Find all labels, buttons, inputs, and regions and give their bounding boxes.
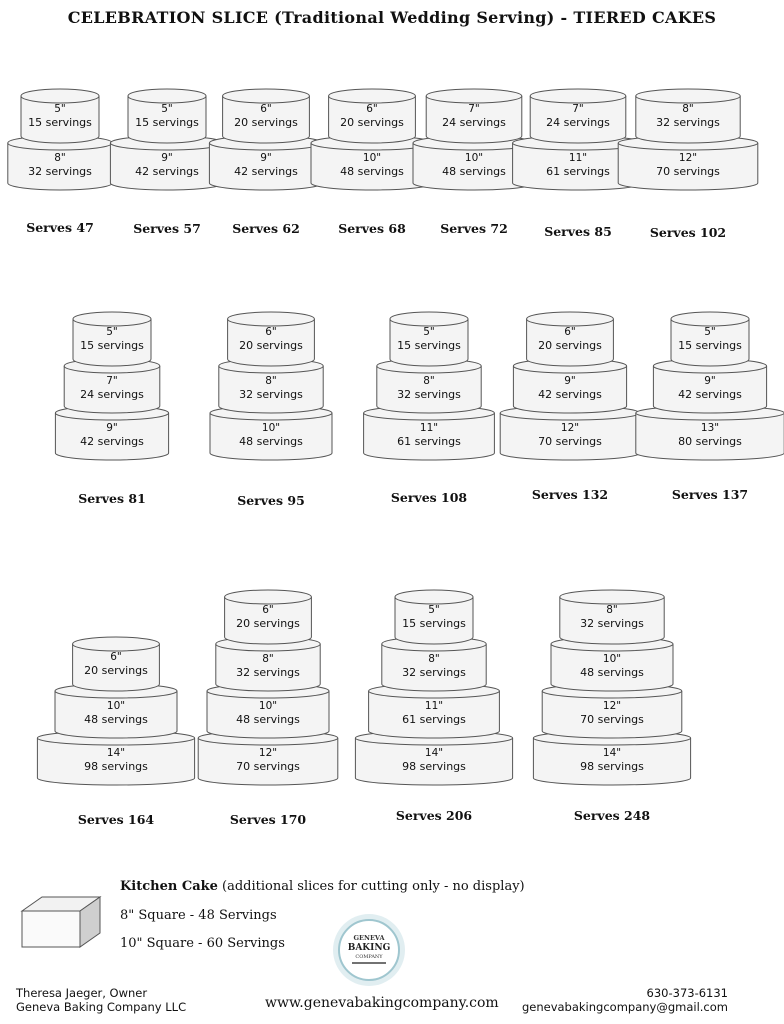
cake-tier: [395, 590, 473, 644]
footer-owner-block: [16, 986, 186, 1014]
cake-diagram: [110, 89, 223, 236]
cake-tier: [207, 684, 329, 738]
logo-line1: GENEVA: [353, 934, 385, 942]
tier-servings-label: 24 servings: [80, 388, 144, 401]
email-link[interactable]: genevabakingcompany@gmail.com: [521, 1000, 728, 1014]
phone-number: 630-373-6131: [646, 986, 728, 1000]
cake-tier: [216, 637, 320, 691]
cake-tier: [426, 89, 522, 143]
tier-size-label: 5": [106, 326, 118, 338]
tier-top: [530, 89, 626, 103]
tier-size-label: 12": [602, 700, 622, 712]
tier-servings-label: 32 servings: [402, 666, 466, 679]
serves-label: Serves 102: [649, 225, 727, 240]
cake-tier: [355, 731, 512, 785]
tier-servings-label: 80 servings: [678, 435, 742, 448]
tier-size-label: 5": [428, 604, 440, 616]
cake-tier: [560, 590, 664, 644]
tier-top: [223, 89, 310, 103]
tier-servings-label: 32 servings: [580, 617, 644, 630]
serves-label: Serves 81: [78, 491, 146, 506]
tier-size-label: 7": [572, 103, 584, 115]
tier-size-label: 10": [261, 422, 281, 434]
tier-size-label: 12": [678, 152, 698, 164]
cake-tier: [198, 731, 338, 785]
tier-size-label: 5": [423, 326, 435, 338]
tier-servings-label: 20 servings: [538, 339, 602, 352]
geneva-baking-logo: [332, 913, 406, 987]
tier-servings-label: 48 servings: [442, 165, 506, 178]
tier-servings-label: 32 servings: [236, 666, 300, 679]
cake-diagram: [55, 312, 168, 506]
owner-name: Theresa Jaeger, Owner: [16, 986, 148, 1000]
tier-size-label: 6": [110, 651, 122, 663]
tier-servings-label: 24 servings: [442, 116, 506, 129]
kitchen-cake-title: Kitchen Cake: [120, 879, 218, 894]
tier-servings-label: 15 servings: [80, 339, 144, 352]
kitchen-cake-8-square: 8" Square - 48 Servings: [120, 908, 277, 923]
cake-tier: [530, 89, 626, 143]
tier-top: [228, 312, 315, 326]
cake-tier: [636, 406, 784, 460]
tier-servings-label: 70 servings: [538, 435, 602, 448]
cake-tier: [209, 136, 322, 190]
cake-tier: [390, 312, 468, 366]
tier-servings-label: 20 servings: [340, 116, 404, 129]
tier-servings-label: 61 servings: [397, 435, 461, 448]
tier-size-label: 14": [602, 747, 622, 759]
serves-label: Serves 206: [395, 808, 473, 823]
tier-top: [390, 312, 468, 326]
tier-servings-label: 42 servings: [135, 165, 199, 178]
tier-size-label: 10": [258, 700, 278, 712]
cake-tier: [21, 89, 99, 143]
tier-size-label: 12": [258, 747, 278, 759]
tier-size-label: 8": [423, 375, 435, 387]
tier-size-label: 6": [265, 326, 277, 338]
cake-tier: [225, 590, 312, 644]
tier-size-label: 10": [106, 700, 126, 712]
cake-tier: [329, 89, 416, 143]
tier-top: [671, 312, 749, 326]
cake-tier: [219, 359, 323, 413]
tier-servings-label: 15 servings: [135, 116, 199, 129]
logo-line2: BAKING: [347, 943, 391, 953]
cake-tier: [210, 406, 332, 460]
tier-servings-label: 48 servings: [236, 713, 300, 726]
serves-label: Serves 132: [531, 487, 609, 502]
cake-diagram: [8, 89, 112, 235]
serves-label: Serves 62: [232, 221, 300, 236]
cake-tier: [551, 637, 673, 691]
tier-size-label: 12": [560, 422, 580, 434]
cake-diagram: [209, 89, 322, 236]
tier-size-label: 10": [362, 152, 382, 164]
tier-servings-label: 98 servings: [402, 760, 466, 773]
tier-size-label: 6": [262, 604, 274, 616]
tier-size-label: 8": [428, 653, 440, 665]
tier-top: [560, 590, 664, 604]
cake-tier: [55, 684, 177, 738]
tier-servings-label: 42 servings: [678, 388, 742, 401]
tier-servings-label: 48 servings: [340, 165, 404, 178]
tier-size-label: 9": [260, 152, 272, 164]
tier-top: [225, 590, 312, 604]
cake-tier: [542, 684, 682, 738]
tier-size-label: 10": [602, 653, 622, 665]
serves-label: Serves 47: [26, 220, 94, 235]
cake-tier: [636, 89, 740, 143]
cake-tier: [73, 637, 160, 691]
cake-tier: [533, 731, 690, 785]
serves-label: Serves 170: [229, 812, 307, 827]
serves-label: Serves 68: [338, 221, 406, 236]
tier-servings-label: 32 servings: [239, 388, 303, 401]
logo-line3: COMPANY: [355, 954, 383, 960]
cake-tier: [223, 89, 310, 143]
kitchen-cake-10-square: 10" Square - 60 Servings: [120, 936, 285, 951]
cake-tier: [64, 359, 160, 413]
cake-tier: [653, 359, 766, 413]
tier-servings-label: 42 servings: [234, 165, 298, 178]
tier-servings-label: 61 servings: [546, 165, 610, 178]
tier-size-label: 8": [262, 653, 274, 665]
tier-servings-label: 61 servings: [402, 713, 466, 726]
tier-size-label: 8": [265, 375, 277, 387]
tier-servings-label: 24 servings: [546, 116, 610, 129]
tier-servings-label: 32 servings: [28, 165, 92, 178]
tier-servings-label: 20 servings: [239, 339, 303, 352]
cake-tier: [364, 406, 495, 460]
tier-top: [329, 89, 416, 103]
tier-servings-label: 70 servings: [656, 165, 720, 178]
tier-size-label: 14": [424, 747, 444, 759]
cake-tier: [37, 731, 194, 785]
tier-size-label: 7": [106, 375, 118, 387]
serves-label: Serves 137: [671, 487, 749, 502]
serves-label: Serves 85: [544, 224, 612, 239]
serves-label: Serves 108: [390, 490, 468, 505]
tier-size-label: 6": [564, 326, 576, 338]
tier-servings-label: 70 servings: [236, 760, 300, 773]
tier-servings-label: 70 servings: [580, 713, 644, 726]
tier-servings-label: 48 servings: [580, 666, 644, 679]
tier-servings-label: 42 servings: [538, 388, 602, 401]
kitchen-cake-note: (additional slices for cutting only - no display): [217, 879, 525, 894]
cake-diagram: [198, 590, 338, 827]
cake-diagram: [500, 312, 640, 502]
cake-tier: [382, 637, 486, 691]
company-name: Geneva Baking Company LLC: [16, 1000, 187, 1014]
tier-size-label: 8": [682, 103, 694, 115]
serves-label: Serves 72: [440, 221, 508, 236]
cake-tier: [618, 136, 758, 190]
tier-size-label: 7": [468, 103, 480, 115]
tier-top: [426, 89, 522, 103]
cake-diagram: [37, 637, 194, 827]
tier-size-label: 9": [704, 375, 716, 387]
tier-servings-label: 15 servings: [402, 617, 466, 630]
cake-tier: [671, 312, 749, 366]
tier-top: [73, 312, 151, 326]
tier-servings-label: 42 servings: [80, 435, 144, 448]
tier-size-label: 9": [564, 375, 576, 387]
serves-label: Serves 95: [237, 493, 305, 508]
tier-top: [527, 312, 614, 326]
tier-size-label: 8": [606, 604, 618, 616]
tier-servings-label: 20 servings: [236, 617, 300, 630]
serves-label: Serves 57: [133, 221, 201, 236]
tier-servings-label: 48 servings: [84, 713, 148, 726]
tier-size-label: 6": [260, 103, 272, 115]
cake-diagram: [636, 312, 784, 502]
cake-tier: [110, 136, 223, 190]
tier-size-label: 5": [161, 103, 173, 115]
cake-tier: [55, 406, 168, 460]
tier-size-label: 11": [419, 422, 439, 434]
tier-size-label: 11": [424, 700, 444, 712]
tier-size-label: 5": [704, 326, 716, 338]
tier-servings-label: 15 servings: [397, 339, 461, 352]
cake-tier: [369, 684, 500, 738]
tier-top: [128, 89, 206, 103]
cake-diagram: [533, 590, 690, 823]
tier-size-label: 14": [106, 747, 126, 759]
serves-label: Serves 164: [77, 812, 155, 827]
cake-tier: [500, 406, 640, 460]
tier-top: [395, 590, 473, 604]
cake-diagram: [210, 312, 332, 508]
tier-top: [21, 89, 99, 103]
footer-contact-block: [522, 986, 728, 1014]
tier-size-label: 11": [568, 152, 588, 164]
tier-size-label: 5": [54, 103, 66, 115]
tier-servings-label: 98 servings: [84, 760, 148, 773]
tier-servings-label: 48 servings: [239, 435, 303, 448]
tier-servings-label: 98 servings: [580, 760, 644, 773]
serves-label: Serves 248: [573, 808, 651, 823]
tier-size-label: 10": [464, 152, 484, 164]
cake-diagram: [364, 312, 495, 505]
tier-size-label: 9": [106, 422, 118, 434]
cake-tier: [228, 312, 315, 366]
tier-size-label: 13": [700, 422, 720, 434]
cake-tier: [527, 312, 614, 366]
tier-size-label: 9": [161, 152, 173, 164]
cake-tier: [128, 89, 206, 143]
tier-servings-label: 15 servings: [28, 116, 92, 129]
tier-servings-label: 15 servings: [678, 339, 742, 352]
tier-servings-label: 20 servings: [84, 664, 148, 677]
tier-servings-label: 32 servings: [397, 388, 461, 401]
kitchen-cake-box-icon: [18, 893, 104, 949]
cake-tier: [377, 359, 481, 413]
cake-tier: [8, 136, 112, 190]
page-title: CELEBRATION SLICE (Traditional Wedding Serving) - TIERED CAKES: [67, 8, 717, 27]
kitchen-cake-heading: [120, 879, 525, 894]
cake-diagram: [355, 590, 512, 823]
tier-size-label: 6": [366, 103, 378, 115]
tier-top: [73, 637, 160, 651]
tier-top: [636, 89, 740, 103]
cake-diagram: [618, 89, 758, 240]
website-link[interactable]: www.genevabakingcompany.com: [265, 995, 499, 1011]
cake-tier: [73, 312, 151, 366]
tier-size-label: 8": [54, 152, 66, 164]
tier-servings-label: 20 servings: [234, 116, 298, 129]
cake-tier: [513, 359, 626, 413]
tier-servings-label: 32 servings: [656, 116, 720, 129]
